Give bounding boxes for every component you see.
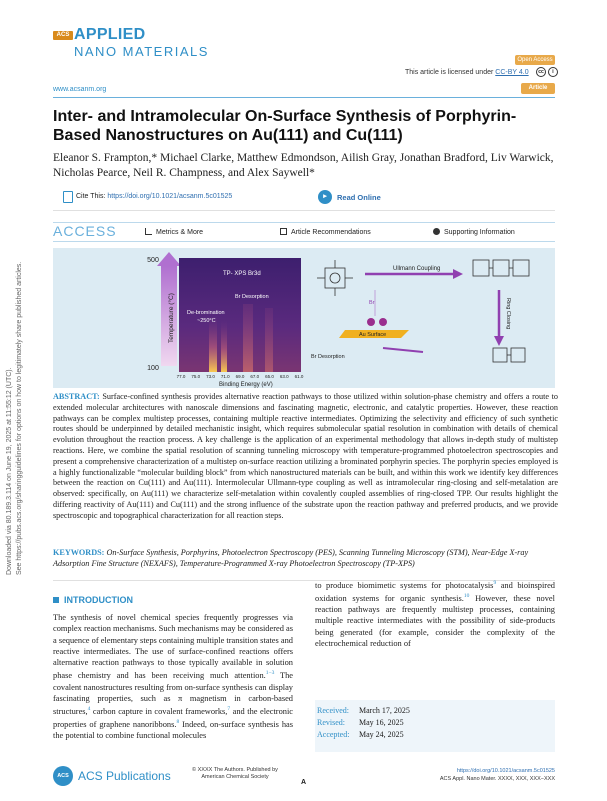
download-stamp-line1: Downloaded via 80.189.3.114 on June 19, 2025 at 11:55:12 (UTC). bbox=[6, 367, 13, 575]
col1-text-c: carbon capture in covalent frameworks, bbox=[90, 706, 228, 716]
introduction-heading bbox=[53, 595, 133, 605]
supporting-info-tab[interactable] bbox=[433, 228, 515, 236]
received-date: March 17, 2025 bbox=[359, 706, 410, 715]
recommendations-tab[interactable] bbox=[280, 228, 371, 236]
acs-circle-icon: ACS bbox=[53, 766, 73, 786]
license-statement bbox=[405, 69, 529, 76]
download-stamp-line2: See https://pubs.acs.org/sharingguidelines for options on how to legitimately share published articles. bbox=[15, 261, 23, 575]
toc-graphic-svg bbox=[53, 248, 555, 388]
acs-publications-logo bbox=[53, 766, 171, 786]
toc-debromination: De-bromination bbox=[187, 310, 225, 316]
col1-text-b: The covalent nanostructures resulting from on-surface synthesis can display fascinating properties, such as π magnetism in carbon-based structures, bbox=[53, 671, 294, 716]
col2-text-a: to produce biomimetic systems for photocatalysis bbox=[315, 580, 494, 590]
cite-doi-link[interactable]: https://doi.org/10.1021/acsanm.5c01525 bbox=[107, 193, 233, 200]
access-label: ACCESS bbox=[53, 223, 117, 239]
toc-x-tick: 71.0 bbox=[220, 374, 230, 379]
toc-br-desorption-2: Br Desorption bbox=[311, 354, 345, 360]
toc-y-bottom: 100 bbox=[147, 365, 159, 372]
polymer-molecule-right bbox=[473, 260, 529, 276]
toc-x-tick: 73.0 bbox=[206, 374, 215, 379]
read-online-icon[interactable]: ▸ bbox=[318, 190, 332, 204]
br-atom-1 bbox=[367, 318, 375, 326]
toc-x-axis-label: Binding Energy (eV) bbox=[219, 382, 273, 388]
footer-citation bbox=[430, 767, 555, 783]
cc-icon: cc bbox=[536, 67, 546, 77]
open-access-badge: Open Access bbox=[515, 55, 555, 65]
abstract-label: ABSTRACT: bbox=[53, 392, 100, 401]
toc-x-tick: 69.0 bbox=[235, 374, 245, 379]
porphyrin-molecule-top bbox=[317, 260, 353, 296]
metrics-tab[interactable] bbox=[145, 228, 203, 236]
article-type-badge: Article bbox=[521, 83, 555, 94]
toc-x-tick: 75.0 bbox=[191, 374, 201, 379]
supporting-info-icon bbox=[433, 228, 440, 235]
ref-8[interactable]: 8 bbox=[176, 719, 180, 726]
br-atom-2 bbox=[379, 318, 387, 326]
ref-1-3[interactable]: 1−3 bbox=[265, 670, 275, 677]
heatmap-band-2 bbox=[221, 320, 227, 372]
publisher-name: ACS Publications bbox=[78, 769, 171, 783]
recommendations-label: Article Recommendations bbox=[291, 229, 371, 236]
toc-ring-closing: Ring Closing bbox=[505, 298, 511, 330]
toc-br-label: Br bbox=[369, 300, 375, 306]
license-prefix: This article is licensed under bbox=[405, 69, 494, 76]
acs-logo: ACS bbox=[53, 31, 73, 40]
paper-title: Inter- and Intramolecular On-Surface Synthesis of Porphyrin-Based Nanostructures on Au(111) and Cu(111) bbox=[53, 108, 517, 144]
col1-text-a: The synthesis of novel chemical species frequently progresses via complex reaction mechanisms. Such mechanisms may be considered as a sequence of elementary steps containing multiple transition states and reactive intermediates. The use of surface-confined reactions offers alternative reaction pathways to those typically available in solution phase chemistry and has been receiving much attention. bbox=[53, 613, 293, 681]
abstract bbox=[53, 392, 558, 522]
keywords-label: KEYWORDS: bbox=[53, 548, 105, 557]
ring-closing-arrowhead bbox=[494, 336, 504, 346]
br-desorption-arrow bbox=[383, 348, 423, 352]
author-list: Eleanor S. Frampton,* Michael Clarke, Matthew Edmondson, Ailish Gray, Jonathan Bradford, Liv Warwick, Nicholas Pearce, Neil R. Champness, and Alex Saywell* bbox=[53, 152, 554, 179]
section-square-icon bbox=[53, 597, 59, 603]
journal-website-link[interactable]: www.acsanm.org bbox=[53, 86, 107, 93]
metrics-chart-icon bbox=[145, 228, 152, 235]
keywords-text: On-Surface Synthesis, Porphyrins, Photoelectron Spectroscopy (PES), Scanning Tunneling Microscopy (STM), Near-Edge X-ray Adsorption Fine Structure (NEXAFS), Temperature-Programmed X-ray Photoelectron Spectroscopy (TP-XPS) bbox=[53, 548, 529, 568]
col2-text-c: However, these novel reaction pathways are frequently multistep processes, containing multiple reactive intermediates with the possibility of side-products being generated (for example, consider the complexity of the electrochemical reduction of bbox=[315, 593, 555, 649]
read-online-link[interactable]: Read Online bbox=[337, 193, 381, 202]
header-divider bbox=[53, 97, 555, 98]
toc-x-tick: 61.0 bbox=[294, 374, 304, 379]
heatmap-band-4 bbox=[265, 308, 273, 372]
cite-icon[interactable] bbox=[63, 191, 73, 203]
abstract-text: Surface-confined synthesis provides alternative reaction pathways to those utilized within solution-phase chemistry and offers a route to extended molecular architectures with nanoscale dimensions and fascinating magnetic, electronic, and catalytic properties. However, these reaction pathways can be complex multistep processes, containing multiple reactive intermediates. Optimizing the selectivity and efficiency of such synthetic routes should be underpinned by detailed mechanistic insight, which requires submolecular spatial resolution in combination with details of chemical evolution throughout the reaction process. A key challenge is the application of an experimental methodology that allows in-depth study of multistep reactions. Here, we combine the spatial resolution of scanning tunneling microscopy with temperature-programmed photoelectron spectroscopies and present a comprehensive characterization of a multistep on-surface reaction utilizing a brominated porphyrin species. The porphyrin species employed is a highly functionalizable “molecular building block” from which nanostructured materials can be built, and within this work we identify key differences between the reaction on Cu(111) and Au(111). Intermolecular Ullmann-type coupling as well as intramolecular ring-closing and self-metalation are observed: specifically, on Au(111) we characterize self-metalation within covalently coupled assemblies of ring-closed TPP. Our results highlight the differing reactivity of Au(111) and Cu(111) and the strong influence of the substrate upon the reaction pathway and preferred products, and we provide spectroscopic and topographical characterization for all reaction steps. bbox=[53, 392, 558, 520]
heatmap-band-3 bbox=[243, 304, 253, 372]
copyright-line1: © XXXX The Authors. Published by bbox=[192, 767, 278, 773]
ref-9[interactable]: 9 bbox=[493, 580, 497, 586]
metrics-label: Metrics & More bbox=[156, 229, 204, 236]
toc-x-tick: 63.0 bbox=[279, 374, 289, 379]
journal-name-line1: APPLIED bbox=[74, 26, 146, 43]
toc-x-ticks bbox=[177, 374, 304, 379]
introduction-heading-text: INTRODUCTION bbox=[64, 595, 133, 605]
temperature-arrowhead bbox=[157, 252, 181, 266]
footer-doi-link[interactable]: https://doi.org/10.1021/acsanm.5c01525 bbox=[456, 768, 555, 774]
toc-y-axis-label: Temperature (°C) bbox=[168, 293, 175, 343]
supporting-info-label: Supporting Information bbox=[444, 229, 515, 236]
accepted-date: May 24, 2025 bbox=[359, 730, 404, 739]
body-column-1 bbox=[53, 612, 293, 742]
download-stamp bbox=[5, 235, 24, 575]
copyright-line2: American Chemical Society bbox=[201, 774, 269, 780]
toc-au-surface: Au Surface bbox=[359, 332, 387, 338]
heatmap-band-1 bbox=[209, 316, 217, 372]
copyright bbox=[180, 767, 290, 781]
footer-journal-ref: ACS Appl. Nano Mater. XXXX, XXX, XXX−XXX bbox=[439, 776, 555, 782]
accepted-label: Accepted: bbox=[317, 730, 350, 739]
by-icon: i bbox=[548, 67, 558, 77]
toc-br-desorption: Br Desorption bbox=[235, 294, 269, 300]
ring-closed-molecule bbox=[493, 348, 525, 362]
cite-divider bbox=[53, 210, 555, 211]
ref-4[interactable]: 4 bbox=[87, 706, 91, 713]
body-column-2 bbox=[315, 578, 555, 649]
keywords bbox=[53, 548, 558, 570]
license-link[interactable]: CC-BY 4.0 bbox=[495, 69, 529, 76]
revised-label: Revised: bbox=[317, 718, 345, 727]
toc-ullmann: Ullmann Coupling bbox=[393, 266, 441, 272]
history-dates bbox=[317, 705, 410, 741]
toc-debromination-temp: ~250°C bbox=[197, 318, 216, 324]
cc-icons bbox=[536, 67, 558, 77]
revised-date: May 16, 2025 bbox=[359, 718, 404, 727]
cite-label: Cite This: bbox=[76, 193, 106, 200]
col2-text-b: and bioinspired oxidation systems for organic synthesis. bbox=[315, 580, 555, 603]
toc-x-tick: 67.0 bbox=[250, 374, 260, 379]
cite-this bbox=[76, 193, 232, 200]
ullmann-arrowhead bbox=[453, 269, 463, 279]
col1-text-e: Indeed, on-surface synthesis has the potential to combine functional molecules bbox=[53, 720, 293, 741]
toc-y-top: 500 bbox=[147, 257, 159, 264]
ref-7[interactable]: 7 bbox=[227, 706, 231, 713]
toc-x-tick: 65.0 bbox=[265, 374, 274, 379]
document-icon bbox=[280, 228, 287, 235]
toc-graphic bbox=[53, 248, 555, 388]
toc-x-tick: 77.0 bbox=[176, 374, 186, 379]
col1-text-d: and the electronic properties of graphene nanoribbons. bbox=[53, 706, 293, 730]
toc-panel-title: TP- XPS Br3d bbox=[223, 271, 261, 277]
page-number: A bbox=[301, 779, 307, 786]
received-label: Received: bbox=[317, 706, 349, 715]
journal-name-line2: NANO MATERIALS bbox=[74, 44, 209, 59]
ref-10[interactable]: 10 bbox=[463, 593, 470, 600]
